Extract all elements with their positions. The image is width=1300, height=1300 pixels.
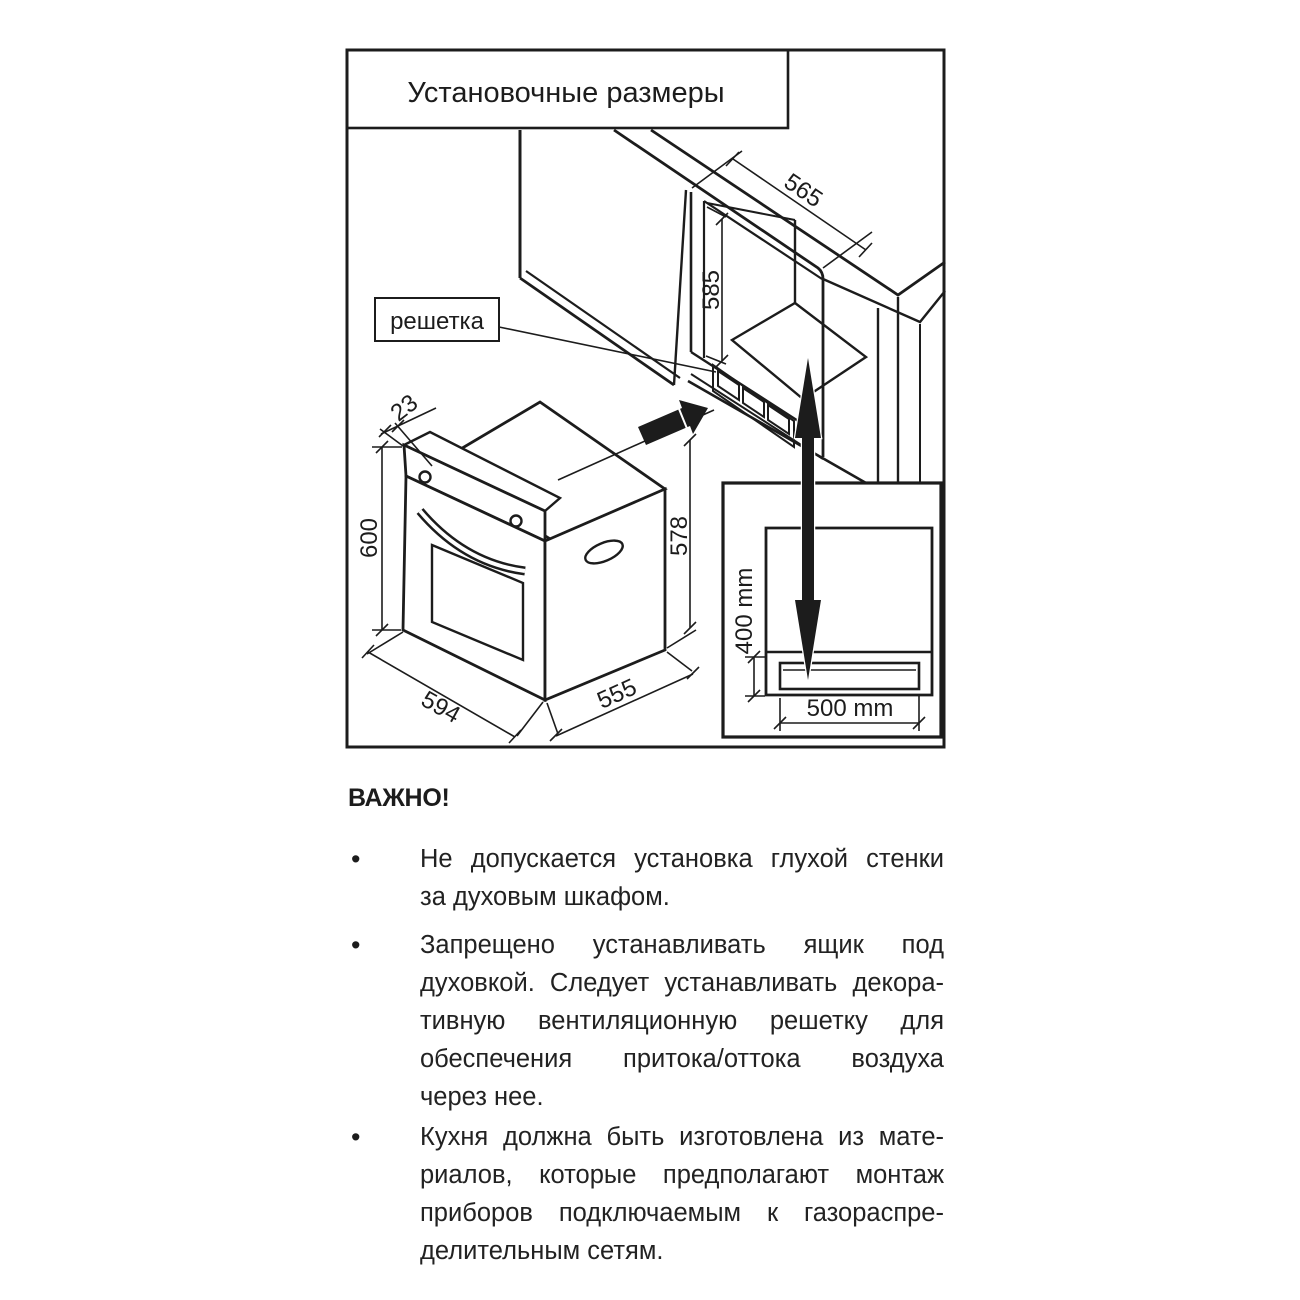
text-line: приборов подключаемым к газораспре- (420, 1199, 944, 1227)
bullet-text (420, 926, 944, 1116)
dim-23-label: 23 (385, 389, 424, 427)
bullet-dot-icon: • (351, 1122, 361, 1152)
dim-585-label: 585 (698, 269, 725, 311)
vent-slot (780, 663, 919, 689)
dim-555-label: 555 (593, 673, 641, 715)
text-line: обеспечения притока/оттока воздуха (420, 1045, 944, 1073)
important-heading: ВАЖНО! (348, 784, 450, 812)
diagram-title: Установочные размеры (407, 77, 725, 109)
oven-knob (511, 516, 522, 527)
dim-400mm-label: 400 mm (731, 567, 758, 655)
dim-500mm-label: 500 mm (806, 695, 894, 722)
bullet-dot-icon: • (351, 930, 361, 960)
dim-578-label: 578 (666, 515, 693, 557)
text-line: Кухня должна быть изготовлена из мате- (420, 1123, 944, 1151)
text-line: через нее. (420, 1083, 544, 1111)
text-line: тивную вентиляционную решетку для (420, 1007, 944, 1035)
text-line: за духовым шкафом. (420, 883, 670, 911)
important-bullet-1 (348, 840, 942, 916)
bullet-dot-icon: • (351, 844, 361, 874)
dim-594-label: 594 (416, 685, 465, 729)
insert-direction-arrow-icon (638, 400, 708, 445)
oven-knob (420, 472, 431, 483)
text-line: духовкой. Следует устанавливать декора- (420, 969, 944, 997)
text-line: Не допускается установка глухой стенки (420, 845, 944, 873)
dim-niche-width (692, 151, 872, 268)
oven-drawing (403, 402, 665, 700)
important-bullet-2 (348, 926, 942, 1116)
bullet-text (420, 1118, 944, 1270)
text-line: риалов, которые предполагают монтаж (420, 1161, 944, 1189)
dim-600-label: 600 (356, 517, 383, 559)
text-line: Запрещено устанавливать ящик под (420, 931, 944, 959)
grille-callout (375, 298, 716, 372)
text-line: делительным сетям. (420, 1237, 664, 1265)
important-bullet-3 (348, 1118, 942, 1270)
grille-label: решетка (390, 308, 484, 335)
bullet-text (420, 840, 944, 916)
dim-565-label: 565 (779, 168, 828, 214)
cabinet-drawing (520, 130, 945, 483)
